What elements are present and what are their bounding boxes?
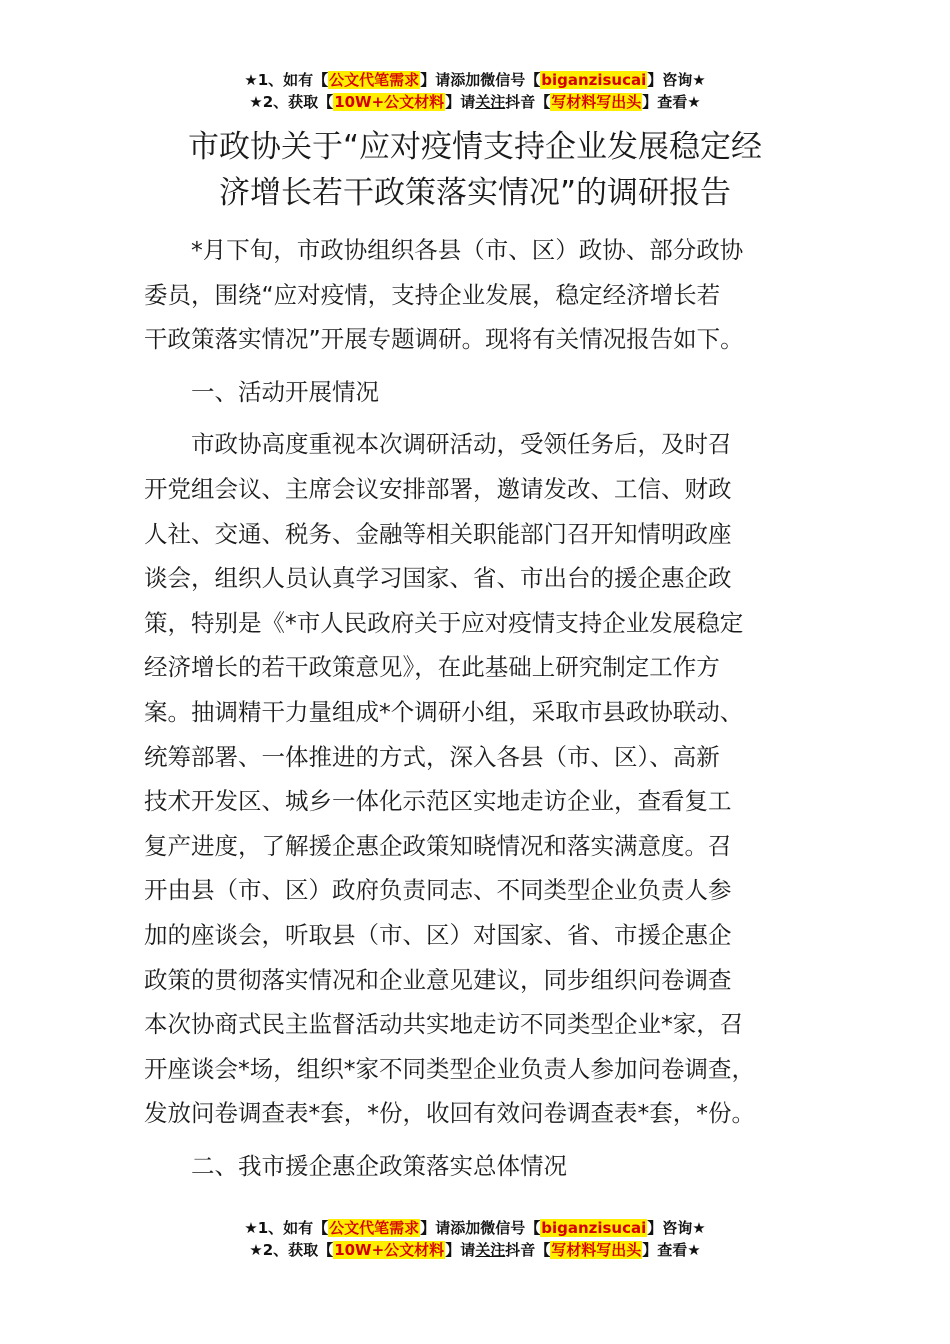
douyin-account: 写材料写出头	[551, 93, 642, 111]
highlight-materials: 10W+公文材料	[334, 1241, 445, 1259]
promo-line-2: ★2、获取【10W+公文材料】请关注抖音【写材料写出头】查看★	[249, 1241, 701, 1259]
title-line-2: 济增长若干政策落实情况”的调研报告	[218, 175, 732, 211]
promo-line-1: ★1、如有【公文代笔需求】请添加微信号【biganzisucai】咨询★	[244, 71, 706, 89]
highlight-writing-service: 公文代笔需求	[329, 71, 420, 89]
section-heading-2: 二、我市援企惠企政策落实总体情况	[191, 1151, 567, 1180]
highlight-materials: 10W+公文材料	[334, 93, 445, 111]
promo-banner-top	[0, 70, 950, 114]
activity-paragraph: 市政协高度重视本次调研活动，受领任务后，及时召 开党组会议、主席会议安排部署，邀请发改、工信、财政 人社、交通、税务、金融等相关职能部门召开知情明政座 谈会，组织人员认真学习国家、省、市出台的援企惠企政 策，特别是《*市人民政府关于应对疫情支持企业发展稳定 经济增长的若干政策意见》，在此基础上研究制定工作方 案。抽调精干力量组成*个调研小组，采取市县政协联动、 统筹部署、一体推进的方式，深入各县（市、区）、高新 技术开发区、城乡一体化示范区实地走访企业，查看复工 复产进度，了解援企惠企政策知晓情况和落实满意度。召 开由县（市、区）政府负责同志、不同类型企业负责人参 加的座谈会，听取县（市、区）对国家、省、市援企惠企 政策的贯彻落实情况和企业意见建议，同步组织问卷调查 本次协商式民主监督活动共实地走访不同类型企业*家，召 开座谈会*场，组织*家不同类型企业负责人参加问卷调查， 发放问卷调查表*套，*份，收回有效问卷调查表*套，*份。	[144, 430, 755, 1128]
document-title	[0, 124, 950, 216]
document-body	[144, 228, 829, 1196]
wechat-id: biganzisucai	[541, 1219, 647, 1237]
promo-banner-bottom	[0, 1218, 950, 1262]
promo-line-1: ★1、如有【公文代笔需求】请添加微信号【biganzisucai】咨询★	[244, 1219, 706, 1237]
douyin-account: 写材料写出头	[551, 1241, 642, 1259]
section-heading-1: 一、活动开展情况	[191, 377, 379, 406]
title-line-1: 市政协关于“应对疫情支持企业发展稳定经	[187, 129, 763, 165]
highlight-writing-service: 公文代笔需求	[329, 1219, 420, 1237]
promo-line-2: ★2、获取【10W+公文材料】请关注抖音【写材料写出头】查看★	[249, 93, 701, 111]
intro-paragraph: *月下旬，市政协组织各县（市、区）政协、部分政协 委员，围绕“应对疫情，支持企业发展，稳定经济增长若 干政策落实情况”开展专题调研。现将有关情况报告如下。	[144, 236, 744, 354]
wechat-id: biganzisucai	[541, 71, 647, 89]
